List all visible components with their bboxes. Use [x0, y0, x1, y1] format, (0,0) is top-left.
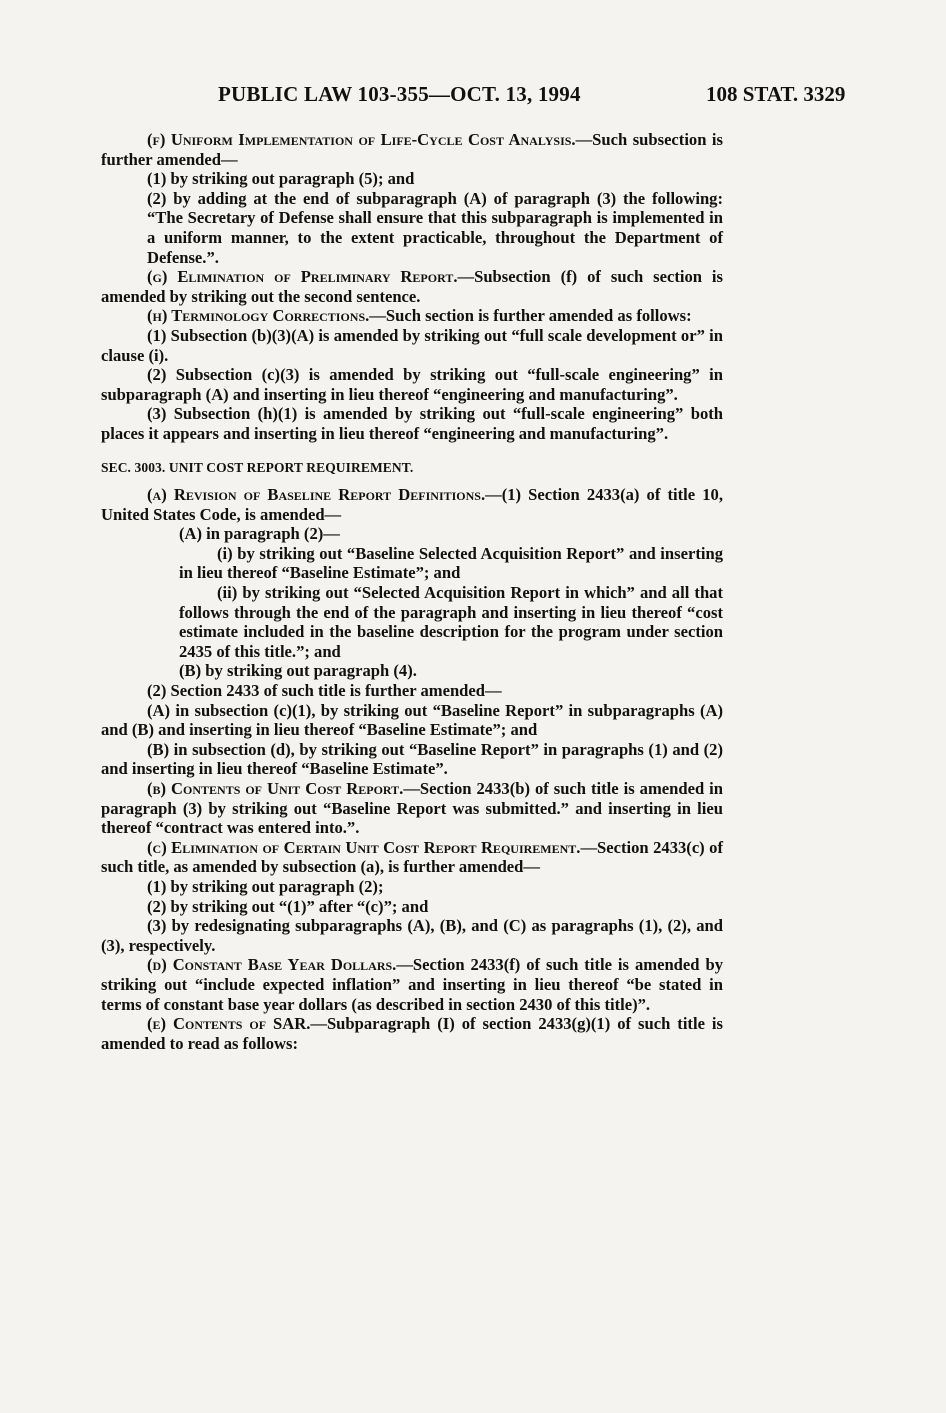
paragraph-a2-B: (B) in subsection (d), by striking out “Baseline Report” in paragraphs (1) and (2) and inserting in lieu thereof “Baseline Estimate”. — [101, 739, 723, 779]
heading-e: (e) Contents of SAR. — [147, 1014, 311, 1034]
heading-d: (d) Constant Base Year Dollars. — [147, 955, 397, 975]
paragraph-f: (f) Uniform Implementation of Life-Cycle Cost Analysis.—Such subsection is further amended— — [101, 130, 723, 169]
heading-h: (h) Terminology Corrections. — [147, 306, 370, 326]
document-body — [101, 130, 723, 1053]
paragraph-c: (c) Elimination of Certain Unit Cost Report Requirement.—Section 2433(c) of such title, as amended by subsection (a), is further amended— — [101, 837, 723, 877]
paragraph-b: (b) Contents of Unit Cost Report.—Section 2433(b) of such title is amended in paragraph (3) by striking out “Baseline Report was submitted.” and inserting in lieu thereof “contract was entered into.”. — [101, 779, 724, 838]
page-header-title: PUBLIC LAW 103-355—OCT. 13, 1994 — [218, 82, 581, 106]
paragraph-a-A-ii: (ii) by striking out “Selected Acquisition Report in which” and all that follows through the end of the paragraph and inserting in lieu thereof “cost estimate included in the baseline description for the program under section 2435 of this title.”; and — [179, 583, 723, 661]
paragraph-a-A-i: (i) by striking out “Baseline Selected Acquisition Report” and inserting in lieu thereof “Baseline Estimate”; and — [179, 543, 723, 583]
paragraph-e: (e) Contents of SAR.—Subparagraph (I) of section 2433(g)(1) of such title is amended to read as follows: — [101, 1014, 723, 1053]
heading-f: (f) Uniform Implementation of Life-Cycle Cost Analysis. — [147, 130, 576, 149]
paragraph-a-A: (A) in paragraph (2)— — [179, 524, 340, 544]
paragraph-c3: (3) by redesignating subparagraphs (A), (B), and (C) as paragraphs (1), (2), and (3), respectively. — [101, 916, 723, 955]
heading-b: (b) Contents of Unit Cost Report. — [147, 779, 404, 798]
paragraph-c1: (1) by striking out paragraph (2); — [147, 876, 384, 896]
paragraph-a2-A: (A) in subsection (c)(1), by striking out “Baseline Report” in subparagraphs (A) and (B) and inserting in lieu thereof “Baseline Estimate”; and — [101, 700, 723, 740]
paragraph-a-B: (B) by striking out paragraph (4). — [179, 661, 417, 681]
page-header-stat: 108 STAT. 3329 — [706, 82, 846, 106]
paragraph-h1: (1) Subsection (b)(3)(A) is amended by striking out “full scale development or” in clause (i). — [101, 325, 723, 365]
paragraph-f1: (1) by striking out paragraph (5); and — [147, 169, 415, 189]
paragraph-h3: (3) Subsection (h)(1) is amended by striking out “full-scale engineering” both places it appears and inserting in lieu thereof “engineering and manufacturing”. — [101, 404, 723, 443]
heading-a: (a) Revision of Baseline Report Definitions. — [147, 485, 486, 505]
paragraph-h: (h) Terminology Corrections.—Such section is further amended as follows: — [147, 306, 692, 326]
paragraph-f2: (2) by adding at the end of subparagraph (A) of paragraph (3) the following: “The Secretary of Defense shall ensure that this subparagraph is implemented in a uniform manner, to the extent practicable, throughout the Department of Defense.”. — [147, 188, 723, 267]
paragraph-c2: (2) by striking out “(1)” after “(c)”; and — [147, 896, 429, 916]
paragraph-a2: (2) Section 2433 of such title is further amended— — [147, 681, 502, 701]
paragraph-h2: (2) Subsection (c)(3) is amended by striking out “full-scale engineering” in subparagraph (A) and inserting in lieu thereof “engineering and manufacturing”. — [101, 365, 723, 404]
heading-c: (c) Elimination of Certain Unit Cost Report Requirement. — [147, 837, 581, 857]
section-heading-3003: SEC. 3003. UNIT COST REPORT REQUIREMENT. — [101, 459, 414, 475]
paragraph-a: (a) Revision of Baseline Report Definitions.—(1) Section 2433(a) of title 10, United States Code, is amended— — [101, 485, 723, 524]
paragraph-d: (d) Constant Base Year Dollars.—Section 2433(f) of such title is amended by striking out “include expected inflation” and inserting in lieu thereof “be stated in terms of constant base year dollars (as described in section 2430 of this title)”. — [101, 955, 724, 1014]
heading-g: (g) Elimination of Preliminary Report. — [147, 267, 458, 287]
paragraph-g: (g) Elimination of Preliminary Report.—Subsection (f) of such section is amended by striking out the second sentence. — [101, 267, 723, 306]
